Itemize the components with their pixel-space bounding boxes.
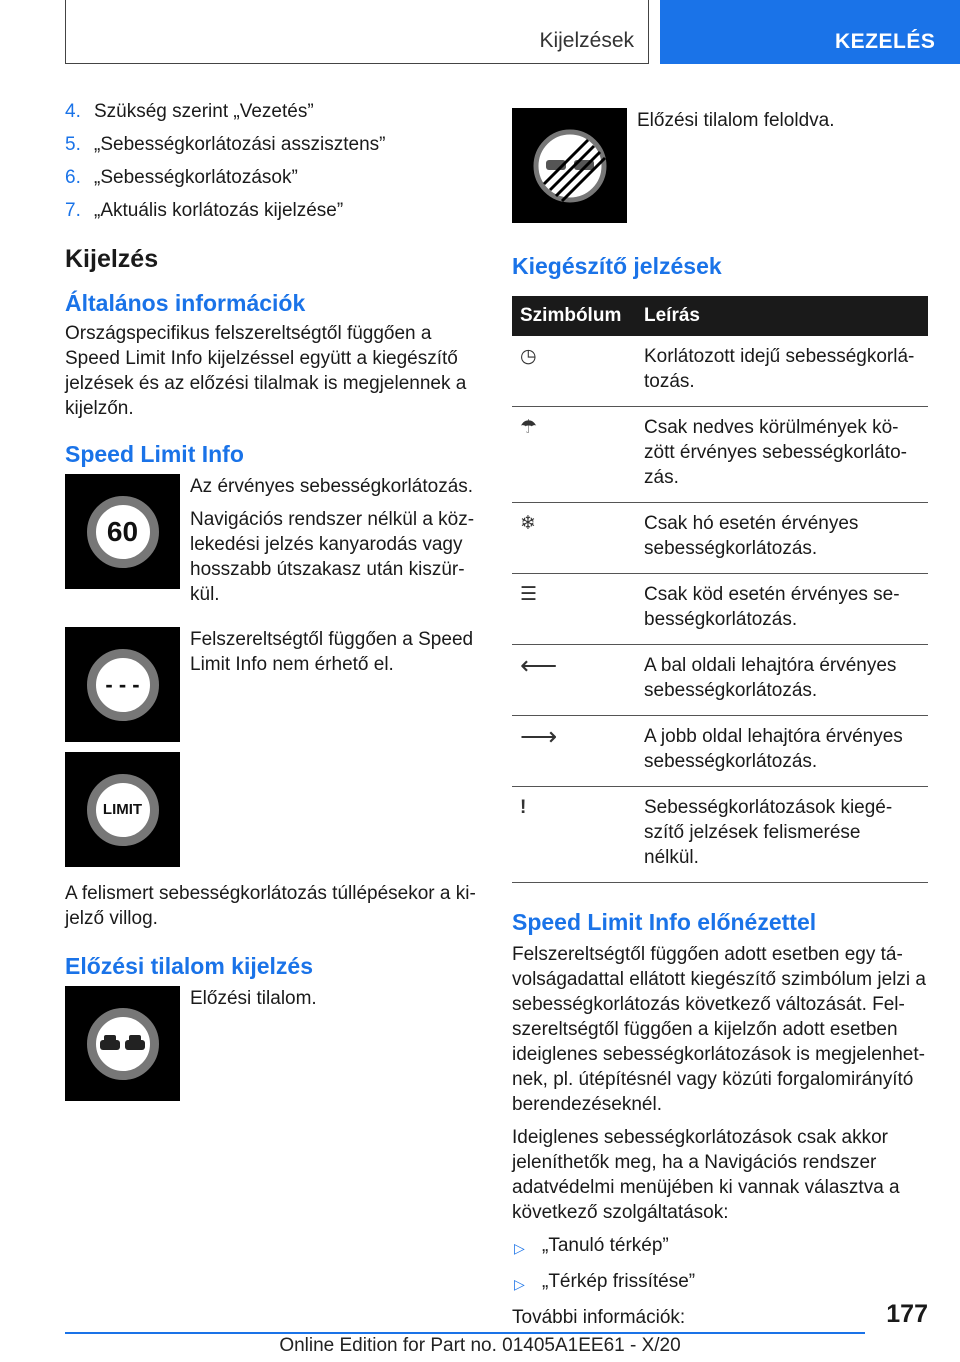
heading-kijelzes: Kijelzés [65,245,159,273]
list-number: 4. [65,101,81,122]
exclamation-icon: ! [520,797,527,818]
list-text: „Aktuális korlátozás kijelzése” [94,200,344,221]
row-description: A bal oldali lehajtóra érvényes sebességkorlátozás. [636,645,928,716]
paragraph-60b: Navigációs rendszer nélkül a közlekedési jelzés kanyarodás vagy hosszabb útszakasz után kiszürkül. [190,509,475,605]
footer-divider [65,1332,865,1334]
chapter-tab [660,0,960,64]
list-item [65,166,480,190]
bullet-item [512,1269,928,1297]
page-number: 177 [886,1300,928,1328]
menu-steps-list [65,100,480,223]
list-number: 5. [65,134,81,155]
list-text: „Sebességkorlátozási asszisztens” [94,134,386,155]
list-text: Szükség szerint „Vezetés” [94,101,314,122]
triangle-bullet-icon: ▷ [514,1276,525,1292]
snowflake-icon: ❄ [520,513,536,534]
speed-sign-dashes: - - - [87,649,159,721]
speed-limit-unavailable-image [65,627,180,742]
column-header-description: Leírás [636,296,928,336]
heading-supplementary-signs: Kiegészítő jelzések [512,253,722,279]
bullet-text: „Tanuló térkép” [542,1235,669,1256]
bullet-item [512,1233,928,1261]
bullet-text: „Térkép frissítése” [542,1271,696,1292]
table-row [512,787,928,883]
arrow-right-icon: ⟶ [520,721,558,751]
arrow-left-icon: ⟵ [520,650,558,680]
table-header-row [512,296,928,336]
row-description: Csak hó esetén érvényes sebességkorlátozás. [636,503,928,574]
symbols-table [512,296,928,883]
table-row [512,407,928,503]
list-number: 7. [65,200,81,221]
table-row [512,645,928,716]
paragraph-60a: Az érvényes sebességkorlátozás. [190,476,474,497]
table-row [512,574,928,645]
speed-limit-limit-image [65,752,180,867]
page-header [0,0,960,66]
row-description: Csak köd esetén érvényes sebességkorlátozás. [636,574,928,645]
paragraph-no-overtaking: Előzési tilalom. [190,988,317,1009]
chapter-title: KEZELÉS [835,30,936,53]
heading-preview: Speed Limit Info előnézettel [512,909,817,935]
cars-icon [98,1031,148,1057]
speed-sign-limit: LIMIT [87,774,159,846]
speed-limit-60-image [65,474,180,589]
clock-icon: ◷ [520,346,537,367]
heading-no-overtaking: Előzési tilalom kijelzés [65,953,313,979]
row-description: A jobb oldal lehajtóra érvényes sebességkorlátozás. [636,716,928,787]
triangle-bullet-icon: ▷ [514,1240,525,1256]
list-item [65,100,480,124]
list-number: 6. [65,167,81,188]
fog-icon: ☰ [520,584,538,605]
no-overtaking-image [65,986,180,1101]
speed-sign-60: 60 [87,496,159,568]
sign-60-row [65,474,480,615]
left-column [65,100,480,1101]
row-description: Csak nedves körülmények között érvényes sebességkorlátozás. [636,407,928,503]
table-row [512,716,928,787]
footer-edition: Online Edition for Part no. 01405A1EE61 - X/20 [279,1335,681,1356]
sign-dash-row [65,627,480,742]
row-description: Korlátozott idejű sebességkorlátozás. [636,336,928,407]
paragraph-dash: Felszereltségtől függően a Speed Limit Info nem érhető el. [190,629,474,675]
paragraph-exceed: A felismert sebességkorlátozás túllépésekor a kijelző villog. [65,883,476,929]
row-description: Sebességkorlátozások kiegészítő jelzések felismerése nélkül. [636,787,928,883]
heading-speed-limit-info: Speed Limit Info [65,441,244,467]
paragraph-preview-2: Ideiglenes sebességkorlátozások csak akkor jeleníthetők meg, ha a Navigációs rendszer adatvédelmi menüjében ki vannak választva a következő szolgáltatások: [512,1127,900,1223]
section-title: Kijelzések [539,29,634,52]
list-item [65,199,480,223]
paragraph-general-info: Országspecifikus felszereltségtől függően a Speed Limit Info kijelzéssel együtt a kiegészítő jelzések és az előzési tilalmak is megjelennek a kijelzőn. [65,323,467,419]
rain-cloud-icon: ☂ [520,417,538,438]
no-overtaking-row [65,986,480,1101]
end-of-no-overtaking-sign [530,126,610,206]
list-text: „Sebességkorlátozások” [94,167,298,188]
section-header-box [65,0,649,64]
heading-general-info: Általános információk [65,290,306,316]
table-row [512,503,928,574]
overtaking-lifted-image [512,108,627,223]
paragraph-preview-1: Felszereltségtől függően adott esetben egy távolságadattal ellátott kiegészítő szimbólum jelzi a sebességkorlátozás következő változását. Felszereltségtől függően a kijelzőn adott esetben ideiglenes sebességkorlátozások is megjelenhetnek, pl. útépítésnél vagy közúti forgalomirányító berendezéseknél. [512,944,926,1115]
paragraph-more-info: További információk: [512,1307,686,1328]
sign-limit-row [65,752,480,867]
paragraph-overtaking-lifted: Előzési tilalom feloldva. [637,110,835,131]
overtaking-lifted-row [512,108,928,223]
right-column [512,100,928,1338]
list-item [65,133,480,157]
no-overtaking-sign [87,1008,159,1080]
table-row [512,336,928,407]
column-header-symbol: Szimbólum [512,296,636,336]
